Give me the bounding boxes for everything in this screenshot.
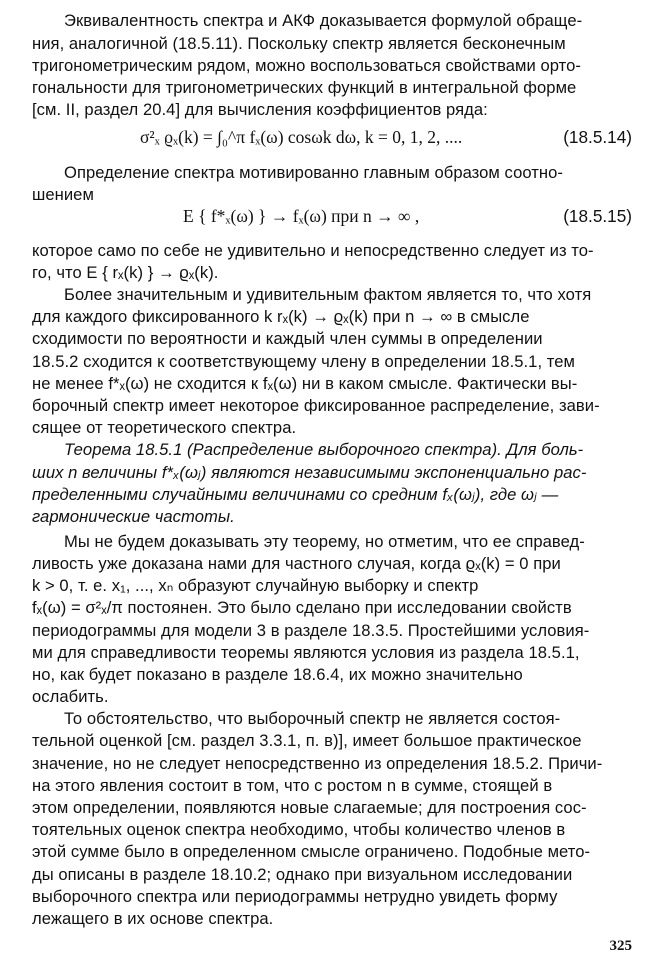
text-line: лежащего в их основе спектра. xyxy=(32,909,274,928)
equation-18-5-14: σ²ₓ ϱₓ(k) = ∫₀^π fₓ(ω) cosωk dω, k = 0, 1, 2, .... xyxy=(140,126,463,147)
text-line: Определение спектра мотивированно главным образом соотно- xyxy=(64,162,563,182)
text-line: но, как будет показано в разделе 18.6.4, их можно значительно xyxy=(32,664,523,684)
theorem-line: Теорема 18.5.1 (Распределение выборочного спектра). Для боль- xyxy=(64,440,584,460)
equation-number: (18.5.15) xyxy=(563,205,632,226)
equation-18-5-15: E { f*ₓ(ω) } → fₓ(ω) при n → ∞ , xyxy=(183,205,420,226)
text-line: тригонометрическим рядом, можно воспользоваться свойствами орто- xyxy=(32,56,581,76)
text-line: борочный спектр имеет некоторое фиксированное распределение, зави- xyxy=(32,395,600,415)
text-line: То обстоятельство, что выборочный спектр не является состоя- xyxy=(64,709,561,729)
page-number: 325 xyxy=(609,938,632,954)
text-line: на этого явления состоит в том, что с ростом n в сумме, стоящей в xyxy=(32,775,553,795)
text-line: значение, но не следует непосредственно из определения 18.5.2. Причи- xyxy=(32,753,603,773)
text-line: сходимости по вероятности и каждый член суммы в определении xyxy=(32,329,543,349)
theorem-line: ших n величины f*ₓ(ωⱼ) являются независимыми экспоненциально рас- xyxy=(32,462,587,482)
text-line: ослабить. xyxy=(32,687,109,707)
text-line: k > 0, т. е. x₁, ..., xₙ образуют случайную выборку и спектр xyxy=(32,576,479,596)
text-line: сящее от теоретического спектра. xyxy=(32,418,297,438)
text-line: 18.5.2 сходится к соответствующему члену в определении 18.5.1, тем xyxy=(32,351,575,371)
text-line: ливость уже доказана нами для частного случая, когда ϱₓ(k) = 0 при xyxy=(32,553,561,573)
theorem-line: гармонические частоты. xyxy=(32,506,235,526)
text-line: го, что E { rₓ(k) } → ϱₓ(k). xyxy=(32,262,219,282)
text-line: Эквивалентность спектра и АКФ доказывается формулой обраще- xyxy=(64,10,583,30)
text-line: ды описаны в разделе 18.10.2; однако при визуальном исследовании xyxy=(32,864,573,884)
text-line: выборочного спектра или периодограммы нетрудно увидеть форму xyxy=(32,886,558,906)
theorem-line: пределенными случайными величинами со средним fₓ(ωⱼ), где ωⱼ — xyxy=(32,484,559,504)
text-line: гональности для тригонометрических функций в интегральной форме xyxy=(32,78,577,98)
text-line: ми для справедливости теоремы являются условия из раздела 18.5.1, xyxy=(32,642,580,662)
text-line: Мы не будем доказывать эту теорему, но отметим, что ее справед- xyxy=(64,531,585,551)
text-line: тельной оценкой [см. раздел 3.3.1, п. в)], имеет большое практическое xyxy=(32,731,582,751)
text-line: которое само по себе не удивительно и непосредственно следует из то- xyxy=(32,240,594,260)
text-line: ния, аналогичной (18.5.11). Поскольку спектр является бесконечным xyxy=(32,33,566,53)
text-line: этом определении, появляются новые слагаемые; для построения сос- xyxy=(32,798,587,818)
text-line: периодограммы для модели 3 в разделе 18.3.5. Простейшими условия- xyxy=(32,620,590,640)
text-line: шением xyxy=(32,184,94,204)
text-line: [см. II, раздел 20.4] для вычисления коэффициентов ряда: xyxy=(32,100,488,120)
text-line: fₓ(ω) = σ²ₓ/π постоянен. Это было сделано при исследовании свойств xyxy=(32,598,572,618)
equation-number: (18.5.14) xyxy=(563,126,632,147)
text-line: для каждого фиксированного k rₓ(k) → ϱₓ(k) при n → ∞ в смысле xyxy=(32,307,530,327)
text-line: не менее f*ₓ(ω) не сходится к fₓ(ω) ни в каком смысле. Фактически вы- xyxy=(32,373,578,393)
text-line: Более значительным и удивительным фактом является то, что хотя xyxy=(64,285,592,305)
text-line: этой сумме было в определенном смысле ограничено. Подобные мето- xyxy=(32,842,591,862)
text-line: тоятельных оценок спектра необходимо, чтобы количество членов в xyxy=(32,820,566,840)
